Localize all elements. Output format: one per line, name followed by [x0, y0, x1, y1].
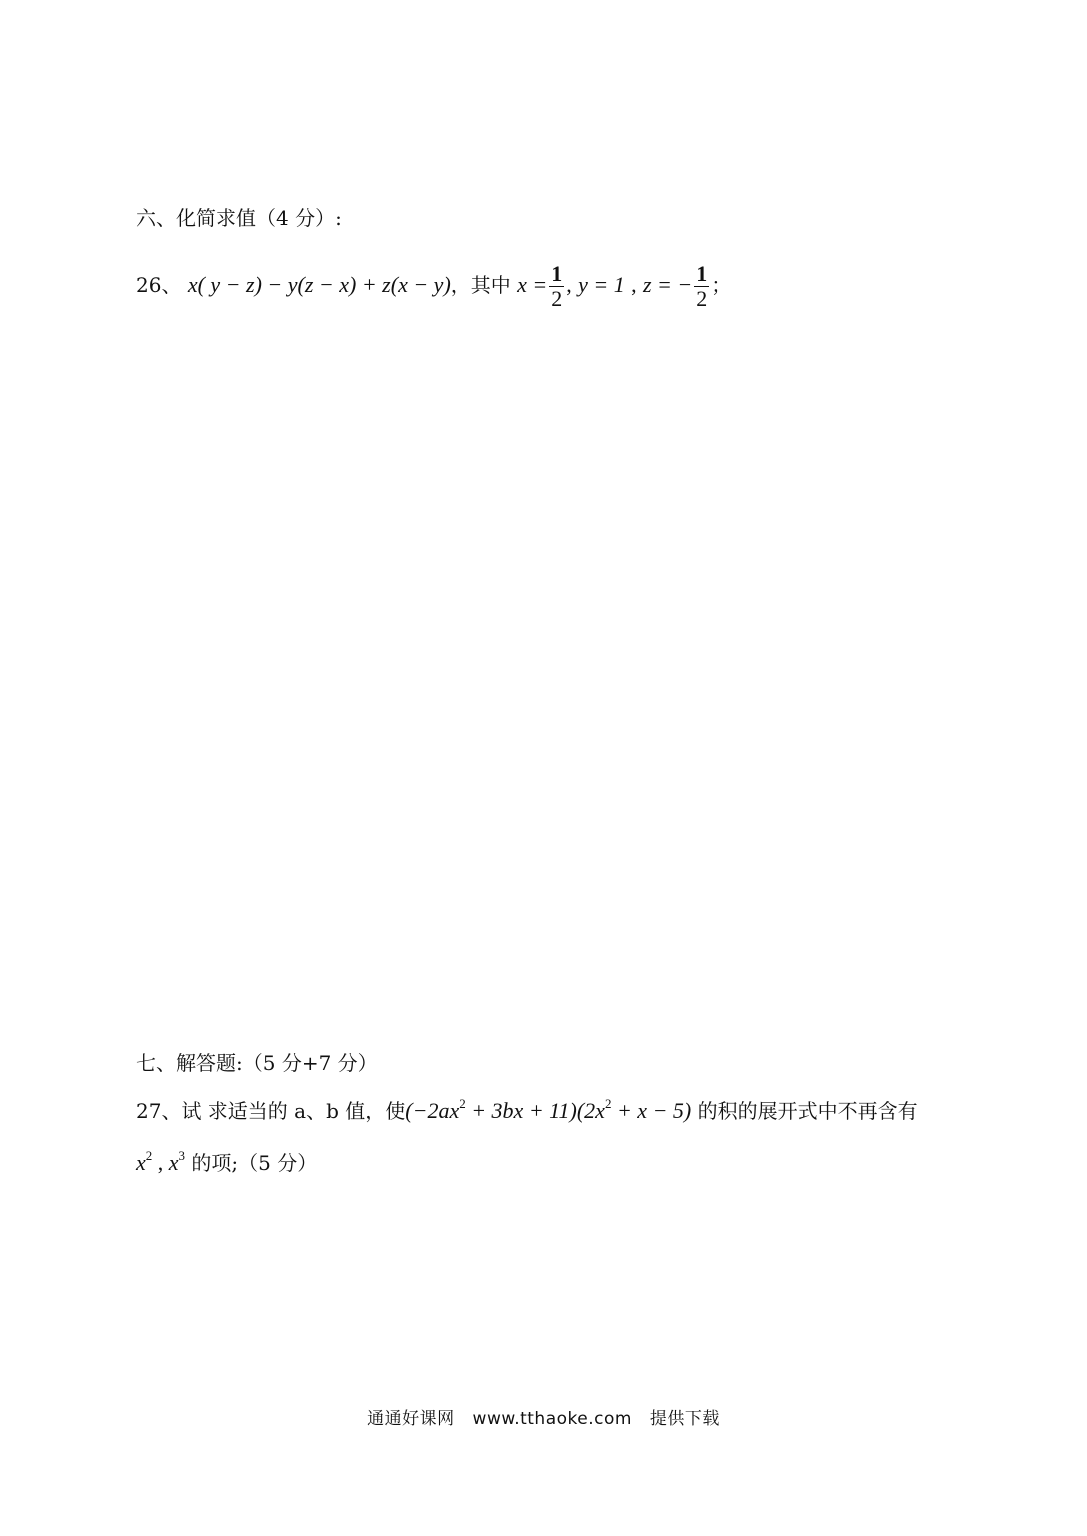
x-value-label: x =: [517, 272, 548, 297]
question-26: [136, 262, 731, 311]
expression-part: + 3bx + 11)(2x: [465, 1098, 605, 1123]
section-six-heading-text: 六、化简求值（4 分）:: [136, 206, 342, 230]
question-27-text-c: 的项;（5 分）: [191, 1151, 318, 1175]
variable: x: [168, 1150, 179, 1175]
question-26-text: ，其中: [450, 273, 511, 297]
separator-comma: ,: [631, 272, 637, 297]
z-value-label: z = −: [642, 272, 693, 297]
question-26-expression: x( y − z) − y(z − x) + z(x − y): [187, 272, 451, 297]
question-27-line-2: [136, 1149, 317, 1177]
x-cubed: [169, 1150, 185, 1175]
variable: x: [136, 1150, 146, 1175]
expression-part: (−2ax: [405, 1098, 460, 1123]
x-squared: [136, 1150, 152, 1175]
footer-url[interactable]: www.tthaoke.com: [472, 1409, 632, 1429]
page-footer: [0, 1404, 1087, 1429]
question-27-text-a: 试 求适当的 a、b 值，使: [181, 1099, 406, 1123]
question-27-number: 27、: [136, 1099, 182, 1123]
separator-comma: ,: [566, 272, 572, 297]
z-fraction-denominator: 2: [696, 286, 708, 311]
expression-part: + x − 5): [611, 1098, 692, 1123]
footer-note: 提供下载: [649, 1409, 720, 1429]
question-27-expression: [405, 1098, 691, 1123]
question-27-text-b: 的积的展开式中不再含有: [697, 1099, 918, 1123]
exponent: 2: [145, 1148, 153, 1163]
question-26-end: ；: [711, 273, 732, 297]
x-fraction-numerator: 1: [551, 261, 563, 286]
separator-comma: ,: [152, 1150, 169, 1175]
section-seven-heading-text: 七、解答题:（5 分+7 分）: [136, 1051, 378, 1075]
x-fraction-denominator: 2: [551, 286, 563, 311]
exponent: 2: [604, 1096, 612, 1111]
question-27-line-1: [136, 1097, 918, 1125]
question-26-number: 26、: [136, 273, 182, 297]
section-six-heading: [136, 204, 342, 232]
section-seven-heading: [136, 1049, 378, 1077]
exponent: 3: [178, 1148, 186, 1163]
y-value: y = 1: [578, 272, 625, 297]
z-fraction-numerator: 1: [696, 261, 708, 286]
x-value-fraction: [549, 262, 564, 311]
exponent: 2: [459, 1096, 466, 1111]
z-value-fraction: [694, 262, 709, 311]
footer-site-name: 通通好课网: [367, 1409, 455, 1429]
